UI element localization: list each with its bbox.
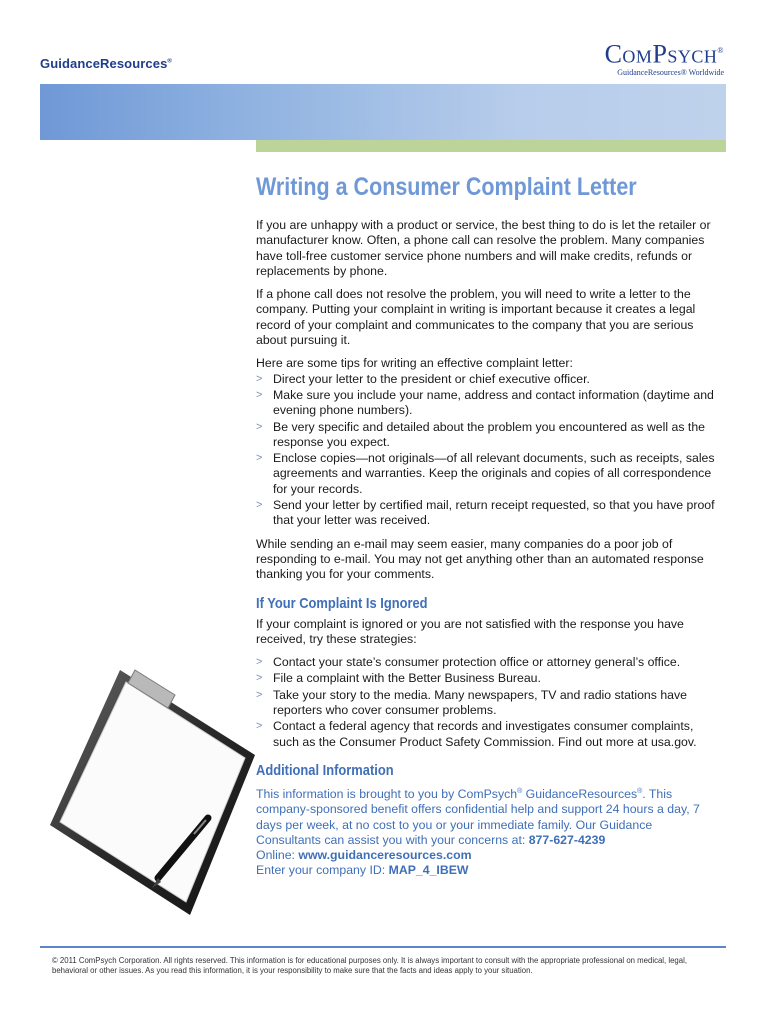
intro-paragraph-2: If a phone call does not resolve the problem, you will need to write a letter to the company. Putting your complaint in writing is important because it creates a legal record of your complaint and communicates to the company that you are serious about pursuing it. [256, 287, 696, 348]
compsych-logo-text: ComPsych [604, 39, 718, 69]
bullet-arrow-icon: > [256, 720, 263, 733]
clipboard-illustration [40, 640, 263, 920]
bullet-arrow-icon: > [256, 420, 263, 433]
bullet-arrow-icon: > [256, 672, 263, 685]
compsych-logo: ComPsych® GuidanceResources® Worldwide [604, 39, 724, 77]
company-id: MAP_4_IBEW [388, 863, 469, 878]
list-item: > Direct your letter to the president or chief executive officer. [256, 371, 590, 386]
bullet-arrow-icon: > [256, 372, 263, 385]
guidanceresources-logo: GuidanceResources® [40, 56, 172, 71]
section-heading-additional: Additional Information [256, 761, 394, 779]
list-item: > Make sure you include your name, address and contact information (daytime and evening phone numbers). [256, 387, 714, 418]
phone-number: 877-627-4239 [528, 832, 606, 847]
list-item: > File a complaint with the Better Business Bureau. [256, 671, 541, 686]
footer-divider [40, 946, 726, 948]
bullet-arrow-icon: > [256, 656, 263, 669]
page-title: Writing a Consumer Complaint Letter [256, 173, 637, 201]
section-heading-ignored: If Your Complaint Is Ignored [256, 594, 428, 612]
ignored-intro: If your complaint is ignored or you are not satisfied with the response you have received, try these strategies: [256, 616, 684, 646]
bullet-arrow-icon: > [256, 688, 263, 701]
website-link[interactable]: www.guidanceresources.com [298, 848, 472, 863]
intro-paragraph-1: If you are unhappy with a product or service, the best thing to do is let the retailer or manufacturer know. Often, a phone call can resolve the problem. Many companies have toll-free customer service phone numbers and will make credits, refunds or replacements by phone. [256, 218, 711, 278]
list-item: > Be very specific and detailed about the problem you encountered as well as the response you expect. [256, 419, 706, 449]
tips-intro: Here are some tips for writing an effective complaint letter: [256, 356, 573, 371]
list-item: > Contact your state’s consumer protection office or attorney general’s office. [256, 655, 681, 670]
clipboard-paper [60, 682, 245, 902]
strategies-list [256, 655, 716, 750]
header-color-band [40, 84, 726, 140]
footer-disclaimer: © 2011 ComPsych Corporation. All rights reserved. This information is for educational purposes only. It is always important to consult with the appropriate professional on medical, legal, behavioral or other issues. As you read this information, it is your responsibility to make sure that the facts and ideas apply to your situation. [52, 956, 688, 975]
bullet-arrow-icon: > [256, 499, 263, 512]
article-body [256, 172, 716, 879]
bullet-arrow-icon: > [256, 452, 263, 465]
list-item: > Contact a federal agency that records and investigates consumer complaints, such as the Consumer Product Safety Commission. Find out more at usa.gov. [256, 719, 697, 749]
list-item: > Enclose copies—not originals—of all relevant documents, such as receipts, sales agreements and warranties. Keep the originals and copies of all correspondence for your records. [256, 451, 715, 496]
bullet-arrow-icon: > [256, 388, 263, 401]
list-item: > Take your story to the media. Many newspapers, TV and radio stations have reporters who cover consumer problems. [256, 687, 687, 718]
tips-list [256, 372, 716, 529]
list-item: > Send your letter by certified mail, return receipt requested, so that you have proof that your letter was received. [256, 498, 715, 528]
additional-info-text: This information is brought to you by ComPsych® GuidanceResources®. This company-sponsored benefit offers confidential help and support 24 hours a day, 7 days per week, at no cost to you or your immediate family. Our Guidance Consultants can assist you with your concerns at: 877-627-4239 Online: www.guidanceresources.com Enter your company ID: MAP_4_IBEW [256, 787, 700, 878]
header-accent-line [256, 140, 726, 152]
compsych-tagline: GuidanceResources® Worldwide [617, 67, 724, 77]
email-paragraph: While sending an e-mail may seem easier, many companies do a poor job of responding to e-mail. You may not get anything other than an automated response thanking you for your comments. [256, 536, 704, 582]
